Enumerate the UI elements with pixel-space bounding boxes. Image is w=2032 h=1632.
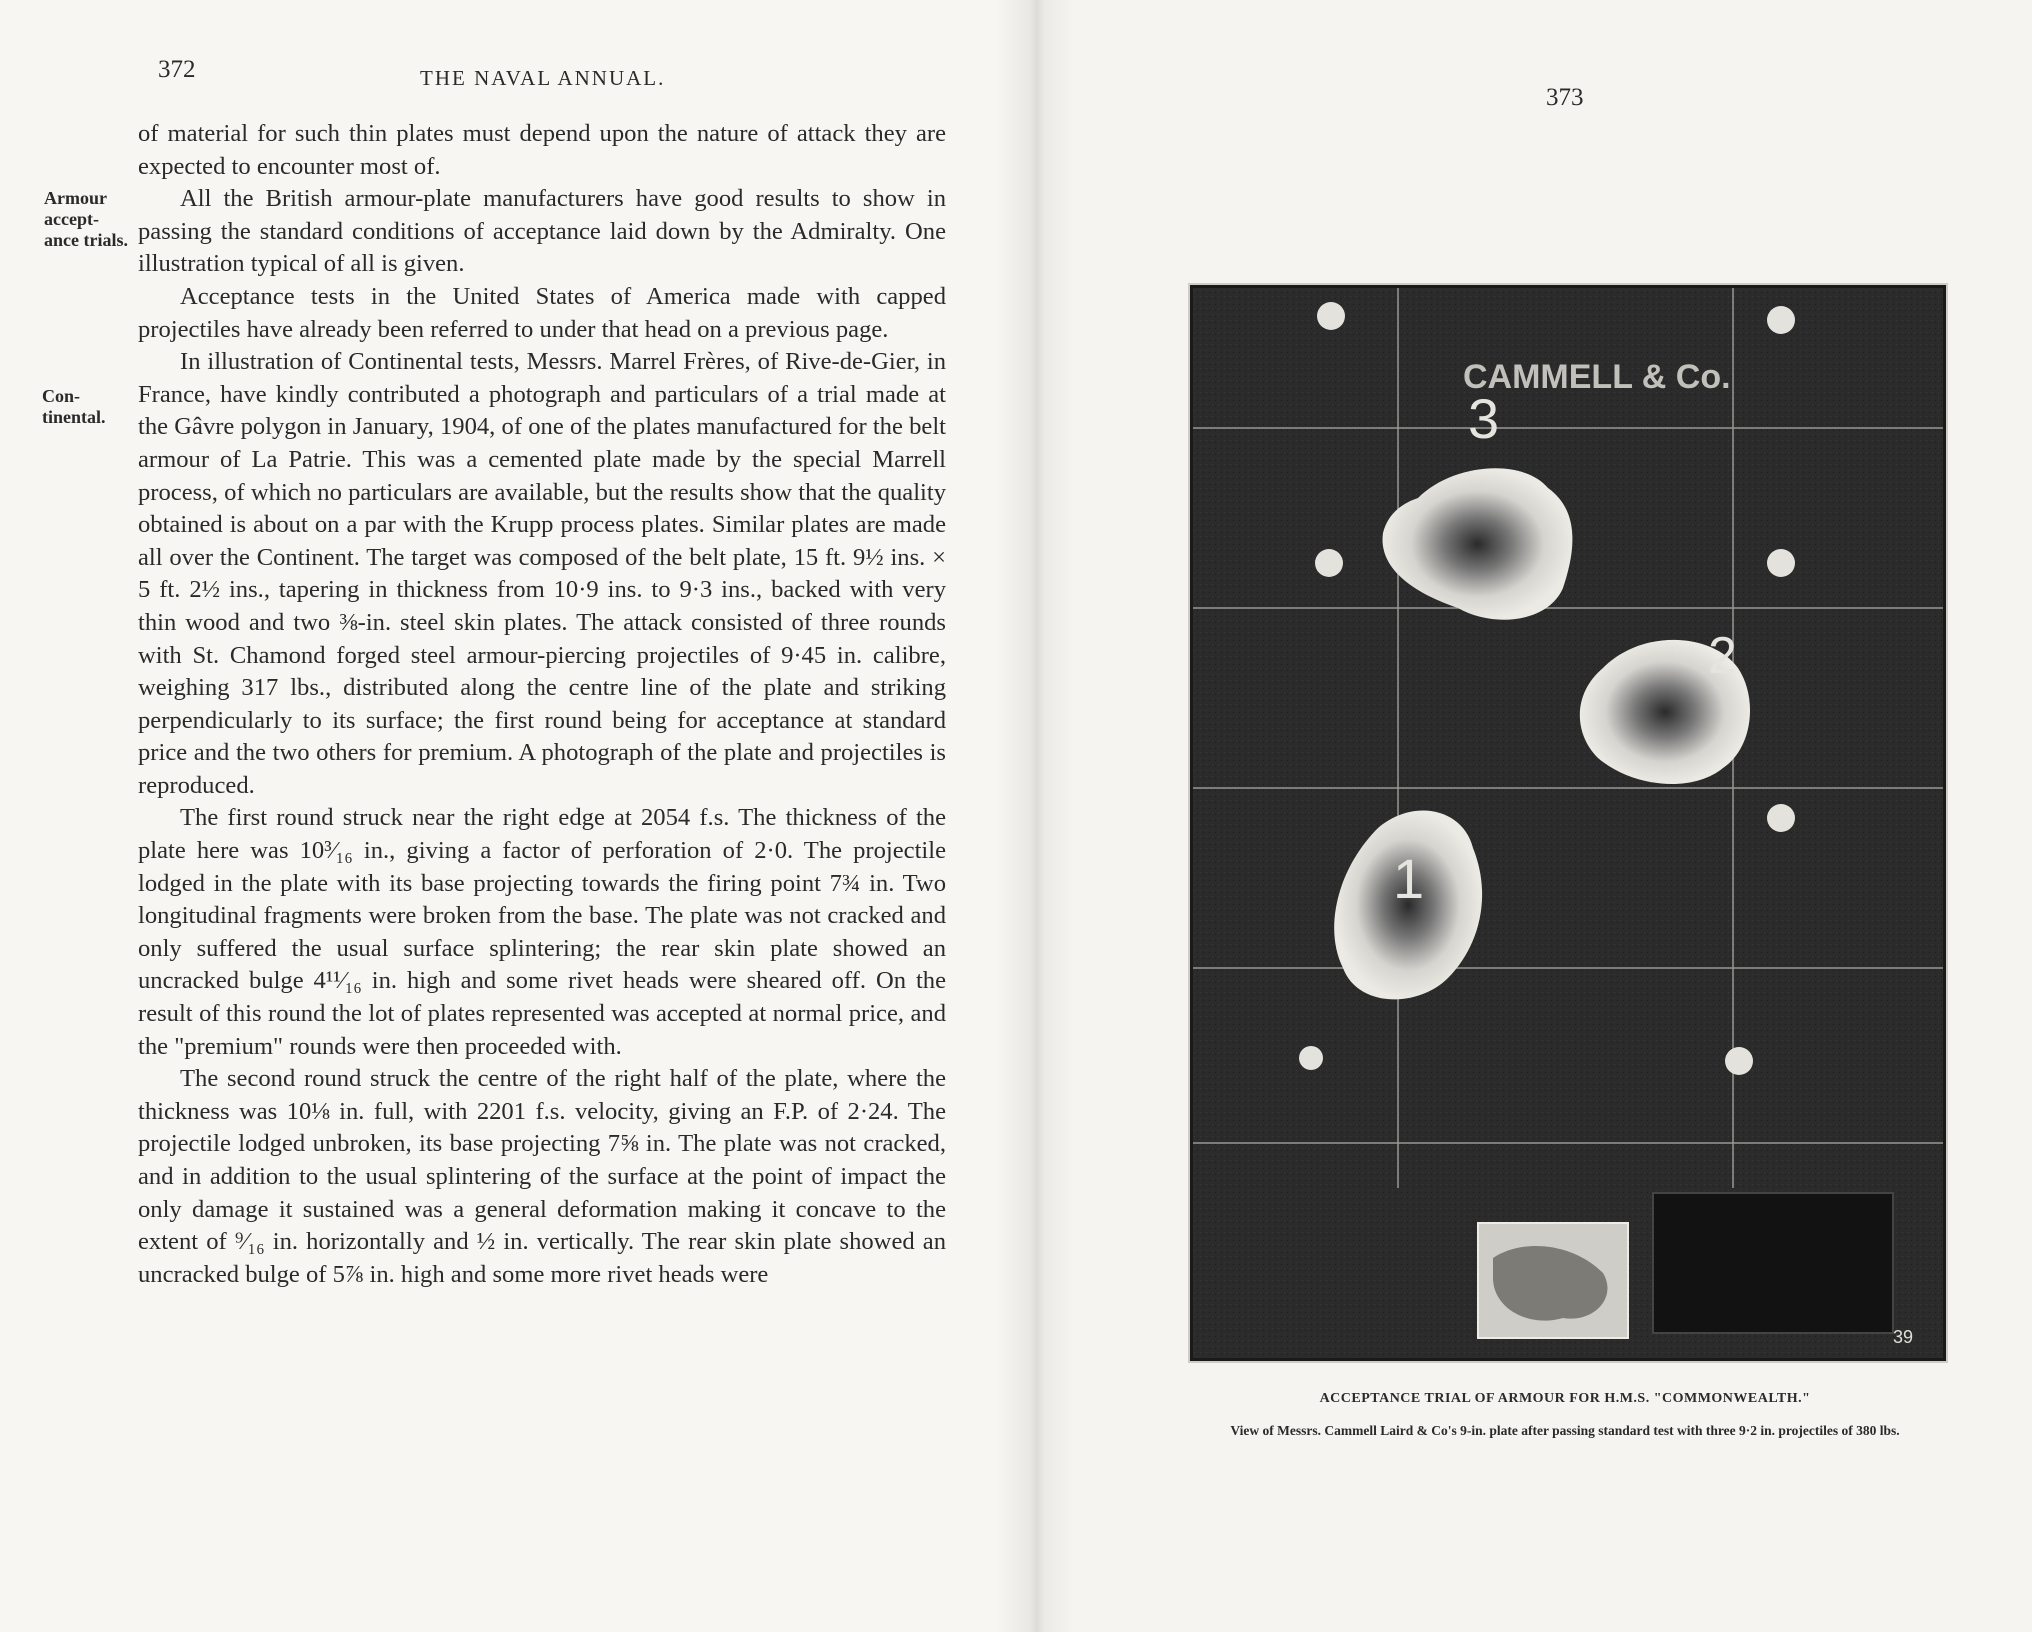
sidenote-continental: Con- tinental. xyxy=(42,386,106,427)
page-number-right: 373 xyxy=(1546,84,1584,111)
body-text xyxy=(138,118,946,1291)
paragraph: The first round struck near the right edge at 2054 f.s. The thickness of the plate here was 10³⁄₁₆ in., giving a factor of perforation of 2·0. The projectile lodged in the plate with its base projecting towards the firing point 7¾ in. Two longitudinal fragments were broken from the base. The plate was not cracked and only suffered the usual surface splintering; the rear skin plate showed an uncracked bulge 4¹¹⁄₁₆ in. high and some rivet heads were sheared off. On the result of this round the lot of plates represented was accepted at normal price, and the "premium" rounds were then proceeded with. xyxy=(138,804,946,1060)
figure-caption-text: View of Messrs. Cammell Laird & Co's 9-in. plate after passing standard test with three 9·2 in. projectiles of 380 lbs. xyxy=(1230,1423,1900,1438)
shot-label-1: 1 xyxy=(1393,847,1425,910)
shot-label-2: 2 xyxy=(1708,627,1737,685)
photo-corner-number: 39 xyxy=(1893,1327,1914,1347)
paragraph: In illustration of Continental tests, Messrs. Marrel Frères, of Rive-de-Gier, in France, have kindly contributed a photograph and particulars of a trial made at the Gâvre polygon in January, 1904, of one of the plates manufactured for the belt armour of La Patrie. This was a cemented plate made by the special Marrell process, of which no particulars are available, but the results show that the quality obtained is about on a par with the Krupp process plates. Similar plates are made all over the Continent. The target was composed of the belt plate, 15 ft. 9½ ins. × 5 ft. 2½ ins., tapering in thickness from 10·9 ins. to 9·3 ins., backed with very thin wood and two ⅜-in. steel skin plates. The attack consisted of three rounds with St. Chamond forged steel armour-piercing projectiles of 9·45 in. calibre, weighing 317 lbs., distributed along the centre line of the plate and striking perpendicularly to its surface; the first round being for acceptance at standard price and the two others for premium. A photograph of the plate and projectiles is reproduced. xyxy=(138,348,946,799)
paragraph: Acceptance tests in the United States of America made with capped projectiles have already been referred to under that head on a previous page. xyxy=(138,282,946,343)
shot-label-3: 3 xyxy=(1468,387,1500,450)
paragraph: All the British armour-plate manufacturers have good results to show in passing the standard conditions of acceptance laid down by the Admiralty. One illustration typical of all is given. xyxy=(138,185,946,278)
running-head: THE NAVAL ANNUAL. xyxy=(420,66,666,90)
figure-caption-title: ACCEPTANCE TRIAL OF ARMOUR FOR H.M.S. "COMMONWEALTH." xyxy=(1319,1391,1811,1406)
plate-marking-text: CAMMELL & Co. xyxy=(1463,358,1731,396)
paragraph: of material for such thin plates must depend upon the nature of attack they are expected to encounter most of. xyxy=(138,120,946,180)
armour-plate-photograph xyxy=(1190,285,1946,1361)
book-gutter xyxy=(995,0,1075,1632)
paragraph: The second round struck the centre of the right half of the plate, where the thickness was 10⅛ in. full, with 2201 f.s. velocity, giving an F.P. of 2·24. The projectile lodged unbroken, its base projecting 7⅝ in. The plate was not cracked, and in addition to the usual splintering of the surface at the point of impact the only damage it sustained was a general deformation making it concave to the extent of ⁹⁄₁₆ in. horizontally and ½ in. vertically. The rear skin plate showed an uncracked bulge of 5⅞ in. high and some more rivet heads were xyxy=(138,1065,946,1288)
sidenote-armour-trials: Armour accept- ance trials. xyxy=(44,188,128,250)
page-number-left: 372 xyxy=(158,56,196,83)
dark-backing-block xyxy=(1653,1193,1893,1333)
photo-illustration xyxy=(1193,288,1943,1358)
